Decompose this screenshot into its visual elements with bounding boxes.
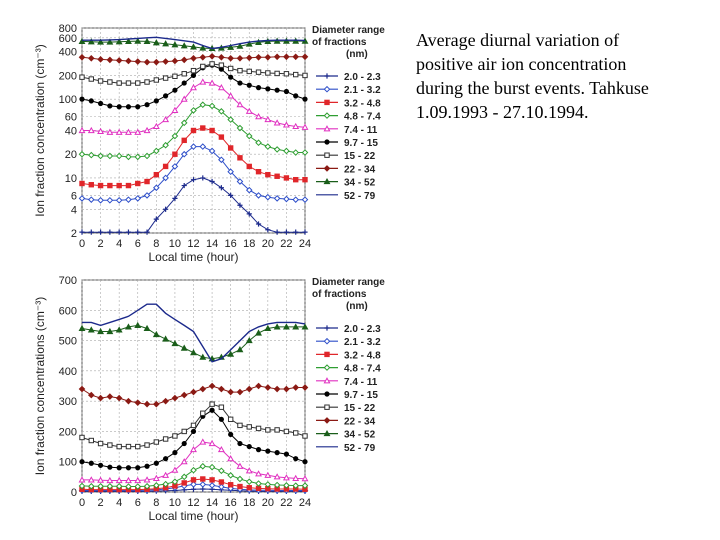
- data-point: [284, 72, 288, 76]
- data-point: [256, 426, 260, 430]
- data-point: [163, 456, 168, 461]
- y-tick-label: 800: [58, 23, 77, 35]
- x-tick-label: 14: [205, 238, 219, 250]
- x-tick-label: 20: [261, 497, 274, 509]
- x-tick-label: 18: [243, 497, 256, 509]
- data-point: [145, 179, 149, 183]
- data-point: [201, 411, 205, 415]
- y-tick-label: 100: [58, 94, 77, 107]
- legend-entry: 4.8 - 7.4: [344, 111, 381, 123]
- data-point: [89, 77, 93, 81]
- legend-marker: [325, 140, 330, 145]
- chart-top-log: [30, 20, 395, 265]
- legend-entry: 3.2 - 4.8: [344, 350, 381, 362]
- data-point: [238, 423, 242, 427]
- legend: [312, 277, 385, 454]
- data-point: [275, 450, 280, 455]
- y-tick-label: 0: [70, 487, 77, 499]
- data-point: [303, 177, 307, 181]
- data-point: [108, 80, 112, 84]
- legend: [312, 25, 385, 202]
- data-point: [228, 66, 232, 70]
- legend-marker: [324, 418, 329, 423]
- data-point: [154, 172, 158, 176]
- legend-title: Diameter range: [312, 277, 385, 288]
- data-point: [173, 450, 178, 455]
- data-point: [303, 97, 308, 102]
- data-point: [136, 444, 140, 448]
- data-point: [294, 72, 298, 76]
- data-point: [80, 459, 85, 464]
- data-point: [89, 183, 93, 187]
- y-tick-label: 6: [70, 190, 77, 203]
- y-tick-label: 200: [58, 70, 77, 83]
- data-point: [108, 104, 113, 109]
- legend-entry: 7.4 - 11: [344, 124, 378, 136]
- data-point: [135, 104, 140, 109]
- data-point: [89, 461, 94, 466]
- data-point: [126, 183, 130, 187]
- x-tick-label: 6: [134, 238, 141, 250]
- y-tick-label: 100: [58, 456, 77, 469]
- legend-entry: 2.1 - 3.2: [344, 85, 381, 97]
- data-point: [80, 181, 84, 185]
- data-point: [117, 104, 122, 109]
- y-tick-label: 20: [64, 149, 77, 162]
- x-axis-label: Local time (hour): [148, 509, 239, 523]
- data-point: [266, 449, 271, 454]
- legend-entry: 34 - 52: [344, 177, 376, 189]
- data-point: [284, 429, 288, 433]
- data-point: [219, 480, 223, 484]
- data-point: [163, 76, 167, 80]
- data-point: [108, 443, 112, 447]
- legend-title: of fractions: [312, 37, 367, 48]
- legend-marker: [325, 405, 329, 409]
- data-point: [275, 174, 279, 178]
- legend-marker: [325, 100, 329, 104]
- data-point: [303, 459, 308, 464]
- data-point: [182, 441, 187, 446]
- data-point: [173, 434, 177, 438]
- data-point: [219, 417, 224, 422]
- data-point: [210, 128, 214, 132]
- data-point: [275, 88, 280, 93]
- legend-entry: 2.0 - 2.3: [344, 72, 381, 83]
- legend-entry: 9.7 - 15: [344, 138, 378, 149]
- legend-title: Diameter range: [312, 25, 385, 36]
- x-tick-label: 12: [187, 238, 200, 250]
- data-point: [191, 73, 196, 78]
- data-point: [303, 73, 307, 77]
- data-point: [294, 177, 298, 181]
- legend-marker: [324, 113, 329, 118]
- data-point: [284, 89, 289, 94]
- y-tick-label: 60: [64, 111, 77, 124]
- data-point: [266, 428, 270, 432]
- x-tick-label: 22: [280, 238, 293, 250]
- legend-entry: 7.4 - 11: [344, 376, 378, 388]
- legend-title: of fractions: [312, 289, 367, 300]
- data-point: [136, 81, 140, 85]
- y-tick-label: 400: [58, 46, 77, 59]
- data-point: [136, 181, 140, 185]
- data-point: [219, 63, 223, 67]
- y-tick-label: 4: [70, 204, 77, 217]
- data-point: [89, 438, 93, 442]
- data-point: [191, 128, 195, 132]
- y-tick-label: 600: [58, 305, 77, 318]
- x-tick-label: 4: [116, 238, 123, 250]
- data-point: [182, 138, 186, 142]
- y-axis-label: Ion fraction concentrations (cm⁻³): [33, 296, 47, 476]
- data-point: [126, 104, 131, 109]
- data-point: [117, 465, 122, 470]
- x-tick-label: 24: [298, 497, 312, 509]
- legend-marker: [324, 87, 329, 92]
- data-point: [126, 465, 131, 470]
- x-tick-label: 0: [78, 497, 86, 509]
- data-point: [201, 64, 205, 68]
- data-point: [228, 75, 233, 80]
- data-point: [163, 437, 167, 441]
- chart-bottom-linear: [30, 272, 395, 524]
- data-point: [210, 408, 215, 413]
- x-axis-label: Local time (hour): [148, 250, 239, 264]
- x-tick-label: 8: [153, 497, 160, 509]
- data-point: [238, 81, 243, 86]
- x-tick-label: 2: [97, 497, 104, 509]
- data-point: [256, 447, 261, 452]
- legend-entry: 22 - 34: [344, 416, 376, 428]
- y-tick-label: 2: [70, 228, 77, 240]
- x-tick-label: 10: [168, 238, 182, 250]
- data-point: [238, 484, 242, 488]
- data-point: [228, 432, 233, 437]
- y-tick-label: 200: [58, 426, 77, 439]
- legend-entry: 15 - 22: [344, 151, 376, 163]
- data-point: [191, 478, 195, 482]
- data-point: [98, 79, 102, 83]
- legend-entry: 22 - 34: [344, 164, 376, 176]
- legend-marker: [324, 166, 329, 171]
- data-point: [247, 83, 252, 88]
- data-point: [247, 69, 251, 73]
- data-point: [117, 81, 121, 85]
- data-point: [219, 135, 223, 139]
- data-point: [182, 72, 186, 76]
- data-point: [173, 74, 177, 78]
- data-point: [210, 478, 214, 482]
- data-point: [256, 70, 260, 74]
- data-point: [80, 97, 85, 102]
- legend-marker: [324, 179, 329, 184]
- data-point: [256, 169, 260, 173]
- data-point: [293, 456, 298, 461]
- data-point: [154, 440, 158, 444]
- data-point: [228, 146, 232, 150]
- y-tick-label: 500: [58, 335, 77, 348]
- data-point: [275, 71, 279, 75]
- y-tick-label: 600: [58, 32, 77, 45]
- legend-marker: [324, 73, 329, 78]
- legend-entry: 3.2 - 4.8: [344, 98, 381, 110]
- data-point: [228, 483, 232, 487]
- data-point: [275, 428, 279, 432]
- data-point: [303, 434, 307, 438]
- data-point: [145, 102, 150, 107]
- legend-marker: [324, 126, 329, 131]
- data-point: [256, 85, 261, 90]
- data-point: [154, 461, 159, 466]
- data-point: [266, 87, 271, 92]
- data-point: [126, 81, 130, 85]
- caption-text: Average diurnal variation of positive air ion concentration during the burst events. Tahkuse 1.09.1993 - 27.10.1994.: [416, 30, 649, 122]
- data-point: [210, 402, 214, 406]
- data-point: [266, 172, 270, 176]
- data-point: [98, 463, 103, 468]
- data-point: [173, 152, 177, 156]
- legend-entry: 34 - 52: [344, 429, 376, 441]
- x-tick-label: 24: [298, 238, 312, 250]
- data-point: [126, 444, 130, 448]
- x-tick-label: 18: [243, 238, 256, 250]
- x-tick-label: 0: [78, 238, 86, 250]
- legend-marker: [325, 392, 330, 397]
- data-point: [145, 443, 149, 447]
- data-point: [89, 99, 94, 104]
- legend-marker: [324, 431, 329, 436]
- y-tick-label: 10: [64, 172, 77, 185]
- data-point: [98, 441, 102, 445]
- x-tick-label: 6: [134, 497, 141, 509]
- legend-marker: [324, 365, 329, 370]
- data-point: [247, 164, 251, 168]
- legend-entry: 9.7 - 15: [344, 390, 378, 401]
- x-tick-label: 16: [224, 497, 237, 509]
- data-point: [201, 126, 205, 130]
- x-tick-label: 20: [261, 238, 274, 250]
- data-point: [135, 465, 140, 470]
- legend-entry: 52 - 79: [344, 190, 376, 202]
- data-point: [154, 78, 158, 82]
- legend-entry: 2.0 - 2.3: [344, 324, 381, 335]
- data-point: [191, 429, 196, 434]
- legend-title: (nm): [346, 301, 368, 312]
- data-point: [80, 435, 84, 439]
- data-point: [163, 94, 168, 99]
- data-point: [247, 486, 251, 490]
- data-point: [284, 452, 289, 457]
- y-tick-label: 40: [64, 125, 77, 138]
- x-tick-label: 10: [168, 497, 182, 509]
- data-point: [294, 431, 298, 435]
- data-point: [201, 477, 205, 481]
- data-point: [154, 99, 159, 104]
- y-tick-label: 300: [58, 396, 77, 409]
- data-point: [98, 101, 103, 106]
- data-point: [182, 429, 186, 433]
- legend-title: (nm): [346, 49, 368, 60]
- legend-marker: [325, 153, 329, 157]
- x-tick-label: 12: [187, 497, 200, 509]
- y-tick-label: 400: [58, 365, 77, 378]
- y-tick-label: 700: [58, 275, 77, 287]
- x-tick-label: 4: [116, 497, 123, 509]
- legend-entry: 15 - 22: [344, 403, 376, 415]
- legend-marker: [324, 339, 329, 344]
- legend-marker: [324, 325, 329, 330]
- data-point: [293, 94, 298, 99]
- data-point: [173, 88, 178, 93]
- data-point: [266, 71, 270, 75]
- data-point: [247, 425, 251, 429]
- data-point: [108, 183, 112, 187]
- data-point: [182, 81, 187, 86]
- legend-marker: [324, 378, 329, 383]
- data-point: [219, 405, 223, 409]
- data-point: [238, 441, 243, 446]
- data-point: [163, 164, 167, 168]
- legend-entry: 2.1 - 3.2: [344, 337, 381, 349]
- data-point: [210, 62, 214, 66]
- data-point: [228, 417, 232, 421]
- data-point: [117, 444, 121, 448]
- data-point: [238, 68, 242, 72]
- data-point: [191, 68, 195, 72]
- data-point: [117, 183, 121, 187]
- legend-entry: 52 - 79: [344, 442, 376, 454]
- x-tick-label: 22: [280, 497, 293, 509]
- data-point: [145, 80, 149, 84]
- data-point: [98, 183, 102, 187]
- data-point: [108, 465, 113, 470]
- data-point: [284, 176, 288, 180]
- y-axis-label: Ion fraction concentration (cm⁻³): [33, 44, 47, 217]
- data-point: [247, 444, 252, 449]
- data-point: [238, 156, 242, 160]
- data-point: [191, 423, 195, 427]
- legend-marker: [325, 352, 329, 356]
- x-tick-label: 8: [153, 238, 160, 250]
- x-tick-label: 2: [97, 238, 104, 250]
- data-point: [182, 481, 186, 485]
- x-tick-label: 14: [205, 497, 219, 509]
- legend-entry: 4.8 - 7.4: [344, 363, 381, 375]
- data-point: [80, 75, 84, 79]
- data-point: [145, 464, 150, 469]
- x-tick-label: 16: [224, 238, 237, 250]
